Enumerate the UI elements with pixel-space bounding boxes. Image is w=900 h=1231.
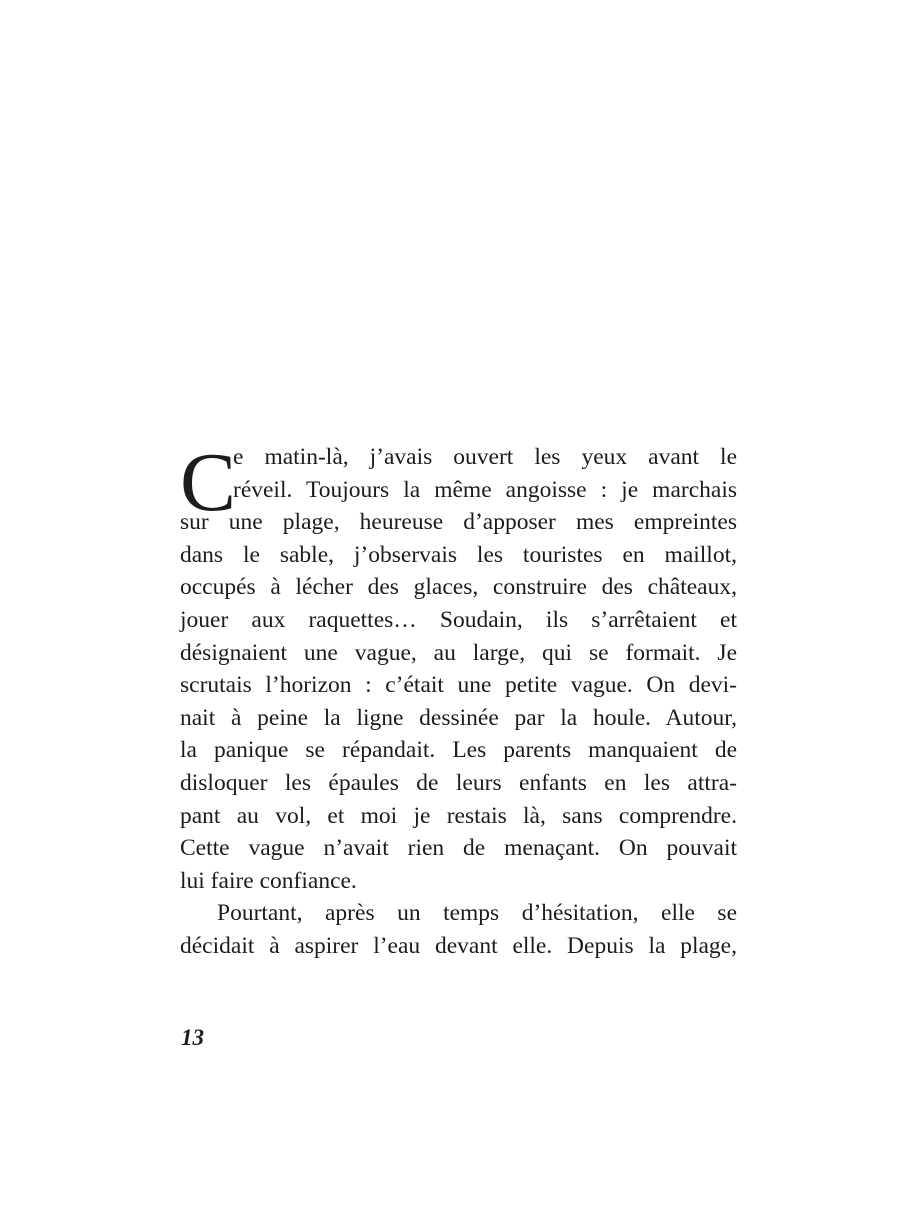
text-line: occupés à lécher des glaces, construire des châteaux,: [180, 574, 737, 601]
text-line: la panique se répandait. Les parents manquaient de: [180, 737, 737, 764]
text-line: jouer aux raquettes… Soudain, ils s’arrêtaient et: [180, 606, 737, 633]
body-text: [180, 436, 737, 963]
text-line: désignaient une vague, au large, qui se formait. Je: [180, 639, 737, 666]
page-number: 13: [181, 1025, 204, 1050]
text-line: e matin-là, j’avais ouvert les yeux avant le: [233, 444, 737, 470]
text-line: lui faire confiance.: [180, 867, 357, 894]
text-line: nait à peine la ligne dessinée par la houle. Autour,: [180, 704, 737, 731]
text-line: sur une plage, heureuse d’apposer mes empreintes: [180, 509, 737, 536]
text-line: Cette vague n’avait rien de menaçant. On pouvait: [180, 835, 737, 862]
text-line: scrutais l’horizon : c’était une petite vague. On devi-: [180, 672, 737, 699]
text-line: décidait à aspirer l’eau devant elle. Depuis la plage,: [180, 932, 737, 959]
text-line: disloquer les épaules de leurs enfants en les attra-: [180, 769, 737, 796]
text-line: Pourtant, après un temps d’hésitation, elle se: [217, 900, 737, 927]
text-line: réveil. Toujours la même angoisse : je marchais: [233, 476, 737, 503]
drop-cap: C: [180, 436, 237, 529]
text-line: pant au vol, et moi je restais là, sans comprendre.: [180, 802, 737, 829]
text-line: dans le sable, j’observais les touristes en maillot,: [180, 541, 737, 568]
